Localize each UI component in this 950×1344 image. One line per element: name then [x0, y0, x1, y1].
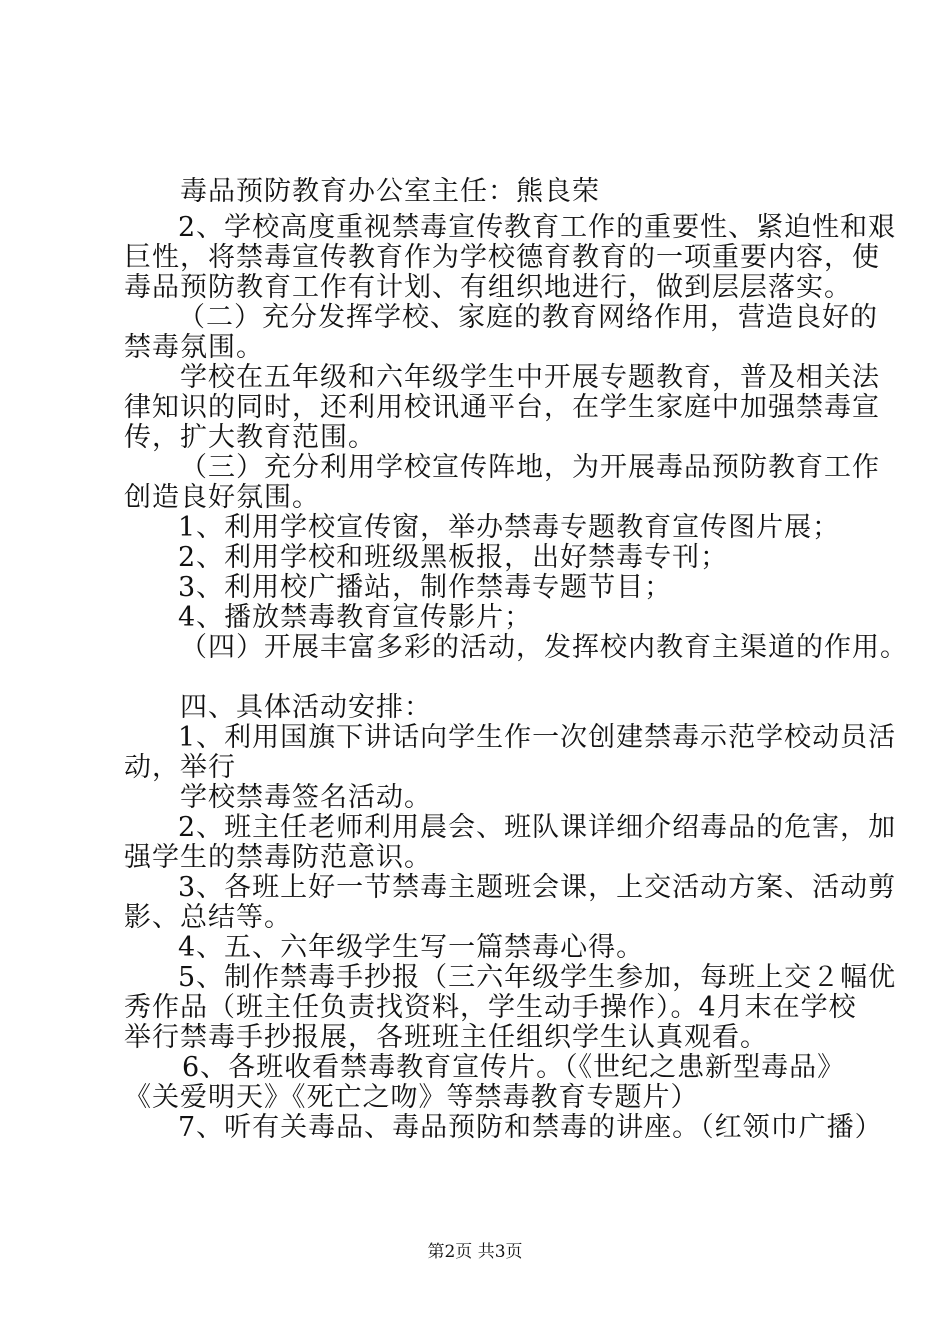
text-line: 四、具体活动安排：	[180, 692, 432, 723]
page-footer: 第2页 共3页	[427, 1242, 523, 1262]
text-line: （二）充分发挥学校、家庭的教育网络作用，营造良好的	[178, 302, 878, 333]
text-line: 毒品预防教育工作有计划、有组织地进行，做到层层落实。	[124, 272, 852, 303]
text-line: 举行禁毒手抄报展，各班班主任组织学生认真观看。	[124, 1022, 768, 1053]
text-line: 《关爱明天》《死亡之吻》等禁毒教育专题片）	[124, 1082, 699, 1113]
text-line: 学校在五年级和六年级学生中开展专题教育，普及相关法	[180, 362, 880, 393]
text-line: （四）开展丰富多彩的活动，发挥校内教育主渠道的作用。	[180, 632, 908, 663]
text-line: 7、听有关毒品、毒品预防和禁毒的讲座。（红领巾广播）	[178, 1112, 883, 1143]
text-line: 5、制作禁毒手抄报（三六年级学生参加，每班上交２幅优	[178, 962, 897, 993]
text-line: 影、总结等。	[124, 902, 292, 933]
text-line: 4、五、六年级学生写一篇禁毒心得。	[178, 932, 645, 963]
text-line: 2、班主任老师利用晨会、班队课详细介绍毒品的危害，加	[178, 812, 897, 843]
text-line: 毒品预防教育办公室主任：熊良荣	[180, 176, 600, 207]
text-line: 律知识的同时，还利用校讯通平台，在学生家庭中加强禁毒宣	[124, 392, 880, 423]
text-line: 3、利用校广播站，制作禁毒专题节目；	[178, 572, 673, 603]
text-line: 1、利用国旗下讲话向学生作一次创建禁毒示范学校动员活	[178, 722, 897, 753]
text-line: 强学生的禁毒防范意识。	[124, 842, 432, 873]
text-line: 3、各班上好一节禁毒主题班会课，上交活动方案、活动剪	[178, 872, 897, 903]
text-line: 传，扩大教育范围。	[124, 422, 376, 453]
text-line: （三）充分利用学校宣传阵地，为开展毒品预防教育工作	[180, 452, 880, 483]
text-line: 创造良好氛围。	[124, 482, 320, 513]
text-line: 秀作品（班主任负责找资料，学生动手操作）。4月末在学校	[124, 992, 857, 1023]
text-line: 6、各班收看禁毒教育宣传片。（《世纪之患新型毒品》	[182, 1052, 846, 1083]
text-line: 2、利用学校和班级黑板报，出好禁毒专刊；	[178, 542, 729, 573]
text-line: 禁毒氛围。	[124, 332, 264, 363]
text-line: 2、学校高度重视禁毒宣传教育工作的重要性、紧迫性和艰	[178, 212, 897, 243]
text-line: 巨性，将禁毒宣传教育作为学校德育教育的一项重要内容，使	[124, 242, 880, 273]
text-line: 1、利用学校宣传窗，举办禁毒专题教育宣传图片展；	[178, 512, 841, 543]
text-line: 学校禁毒签名活动。	[180, 782, 432, 813]
text-line: 4、播放禁毒教育宣传影片；	[178, 602, 533, 633]
text-line: 动，举行	[124, 752, 236, 783]
